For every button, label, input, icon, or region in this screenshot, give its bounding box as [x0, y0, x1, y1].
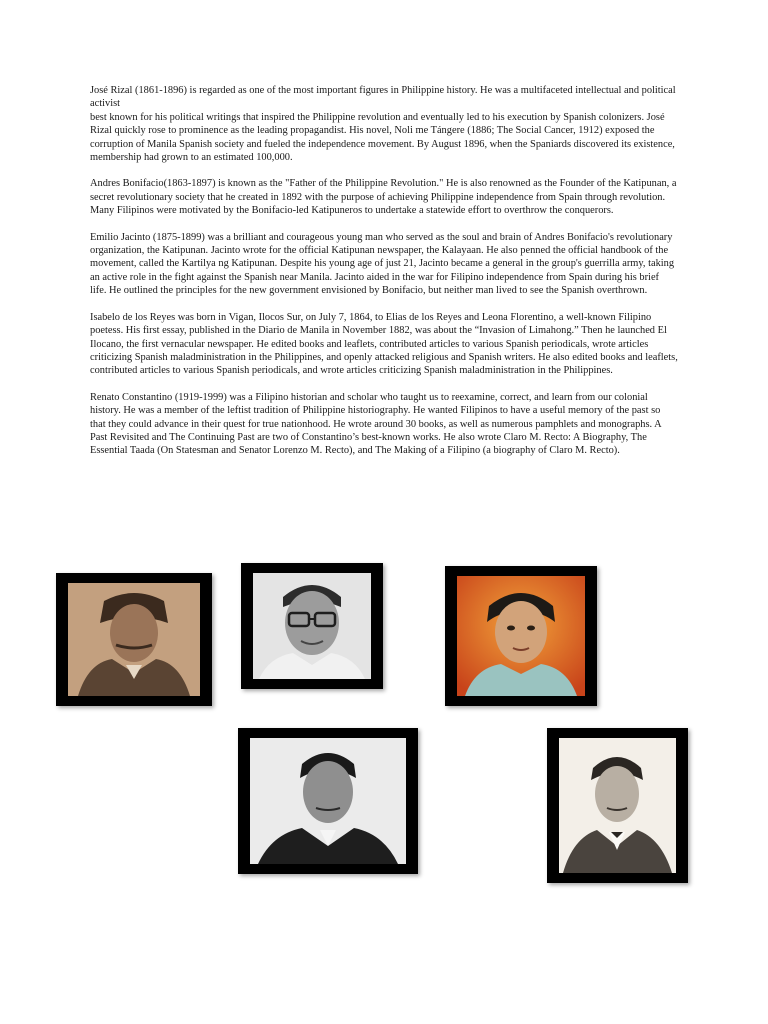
portrait-bonifacio: [547, 728, 688, 883]
rizal-line-1: José Rizal (1861-1896) is regarded as one of the most important figures in Philippine history. He was a multifaceted intellectual and political activist: [90, 85, 676, 110]
portrait-jacinto: [445, 566, 597, 706]
paragraph-bonifacio: Andres Bonifacio(1863-1897) is known as the "Father of the Philippine Revolution." He is also renowned as the Founder of the Katipunan, a secret revolutionary society that he created in 1892 with the purpose of achieving Philippine independence from Spain through revolution. Many Filipinos were motivated by the Bonifacio-led Katipuneros to undertake a statewide effort to overthrow the conquerors.: [90, 178, 677, 217]
paragraph-delosreyes: Isabelo de los Reyes was born in Vigan, Ilocos Sur, on July 7, 1864, to Elias de los Reyes and Leona Florentino, a well-known Filipino poetess. His first essay, published in the Diario de Manila in November 1882, was about the “Invasion of Limahong.” Then he launched El Ilocano, the first vernacular newspaper. He edited books and leaflets, contributed articles to various Spanish periodicals, wrote articles criticizing Spanish maladministration in the Philippines, and openly attacked religious and Spanish writers. He also edited books and leaflets, contributed articles to various Spanish periodicals, and wrote articles criticizing Spanish maladministration in the Philippines.: [90, 311, 678, 377]
portrait-rizal: [238, 728, 418, 874]
portrait-delosreyes-image: [68, 583, 200, 696]
portrait-bonifacio-image: [559, 738, 676, 873]
rizal-line-2: best known for his political writings that inspired the Philippine revolution and eventually led to his execution by Spanish colonizers. José Rizal quickly rose to prominence as the leading propagandist. His novel, Noli me Tángere (1886; The Social Cancer, 1912) exposed the corruption of Manila Spanish society and fueled the independence movement. By August 1896, when the Spaniards discovered its existence, membership had grown to an estimated 100,000.: [90, 111, 675, 164]
document-body: [90, 84, 678, 471]
paragraph-constantino: Renato Constantino (1919-1999) was a Filipino historian and scholar who taught us to reexamine, correct, and learn from our colonial history. He was a member of the leftist tradition of Philippine historiography. He wanted Filipinos to have a useful memory of the past so that they could advance in their quest for true nationhood. He wrote around 30 books, as well as numerous pamphlets and monographs. A Past Revisited and The Continuing Past are two of Constantino’s best-known works. He also wrote Claro M. Recto: A Biography, The Essential Taada (On Statesman and Senator Lorenzo M. Recto), and The Making of a Filipino (a biography of Claro M. Recto).: [90, 391, 662, 457]
paragraph-rizal: [90, 84, 678, 164]
portrait-constantino-image: [253, 573, 371, 679]
portrait-jacinto-image: [457, 576, 585, 696]
portrait-constantino: [241, 563, 383, 689]
portrait-rizal-image: [250, 738, 406, 864]
portrait-delosreyes: [56, 573, 212, 706]
paragraph-jacinto: Emilio Jacinto (1875-1899) was a brilliant and courageous young man who served as the soul and brain of Andres Bonifacio's revolutionary organization, the Katipunan. Jacinto wrote for the official Katipunan newspaper, the Kalayaan. He also penned the official handbook of the movement, called the Kartilya ng Katipunan. Despite his young age of just 21, Jacinto became a general in the group's guerrilla army, taking an active role in the fight against the Spanish near Manila. Jacinto aided in the war for Filipino independence from Spain during his brief life. He outlined the principles for the new government envisioned by Bonifacio, but neither man lived to see the Spanish overthrown.: [90, 231, 675, 297]
